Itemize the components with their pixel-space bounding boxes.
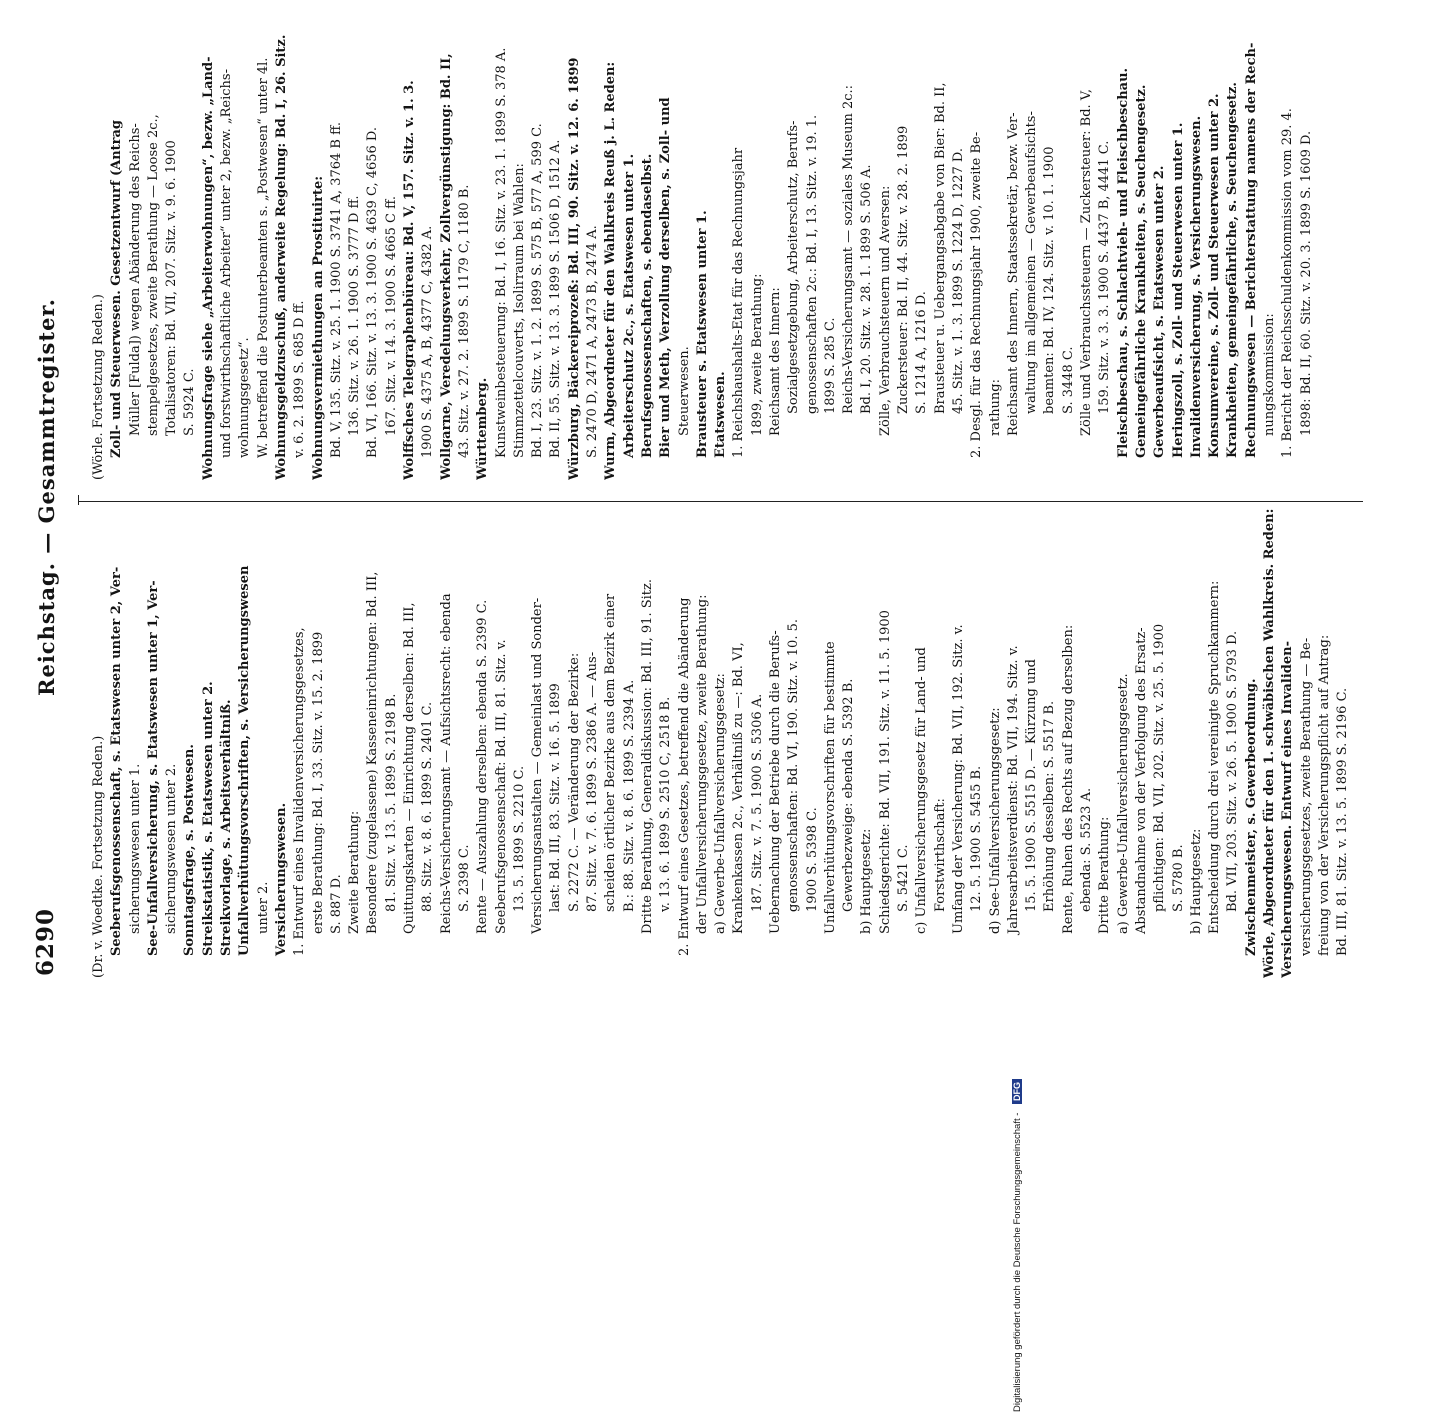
index-line: Schiedsgerichte: Bd. VII, 191. Sitz. v. 11. 5. 1900 <box>877 610 893 934</box>
index-line: Arbeiterschutz 2c., s. Etatswesen unter 1. <box>621 153 637 458</box>
index-line: Bd. V, 135. Sitz. v. 25. 1. 1900 S. 3741 A, 3764 B ff. <box>328 121 344 458</box>
index-line: 81. Sitz. v. 13. 5. 1899 S. 2198 B. <box>383 693 399 912</box>
index-line: Bd. II, 55. Sitz. v. 13. 3. 1899 S. 1506 D, 1512 A. <box>548 139 564 458</box>
index-line: Entscheidung durch drei vereinigte Spruchkammern: <box>1207 580 1223 934</box>
index-line: Rente — Auszahlung derselben: ebenda S. 2399 C. <box>475 599 491 934</box>
index-line: a) Gewerbe-Unfallversicherungsgesetz. <box>1115 673 1131 934</box>
index-line: ebenda: S. 5523 A. <box>1079 787 1095 912</box>
index-line: Uebernachung der Betriebe durch die Berufs- <box>767 630 783 934</box>
index-line: Bier und Meth, Verzollung derselben, s. Zoll- und <box>658 97 674 458</box>
index-line: Rente, Ruhen des Rechts auf Bezug derselben: <box>1060 624 1076 934</box>
index-line: Umfang der Versicherung: Bd. VII, 192. Sitz. v. <box>950 624 966 934</box>
index-line: b) Hauptgesetz: <box>859 828 875 934</box>
index-line: Gemeingefährliche Krankheiten, s. Seuchengesetz. <box>1133 84 1149 458</box>
index-line: Versicherungsanstalten — Gemeinlast und Sonder- <box>530 597 546 934</box>
index-line: Zoll- und Steuerwesen. Gesetzentwurf (Antrag <box>109 119 125 458</box>
index-line: sicherungswesen unter 2. <box>164 763 180 934</box>
index-line: 43. Sitz. v. 27. 2. 1899 S. 1179 C, 1180 B. <box>456 184 472 458</box>
index-line: Reichsamt des Innern: <box>767 287 783 436</box>
index-line: 1900 S. 4375 A, B, 4377 C, 4382 A. <box>420 225 436 458</box>
index-line: Unfallverhütungsvorschriften für bestimmte <box>822 641 838 934</box>
index-line: Fleischbeschau, s. Schlachtvieh- und Fleischbeschau. <box>1115 67 1131 458</box>
index-line: erste Berathung: Bd. I, 33. Sitz. v. 15. 2. 1899 <box>310 631 326 934</box>
index-line: Wohnungsfrage siehe „Arbeiterwohnungen“, bezw. „Land- <box>200 56 216 480</box>
index-line: See-Unfallversicherung, s. Etatswesen unter 1, Ver- <box>145 580 161 956</box>
index-line: versicherungsgesetzes, zweite Berathung — Be- <box>1298 637 1314 956</box>
index-line: 159. Sitz. v. 3. 3. 1900 S. 4437 B, 4441 C. <box>1097 140 1113 414</box>
index-line: 2. Desgl. für das Rechnungsjahr 1900, zweite Be- <box>969 131 985 458</box>
index-line: stempelgesetzes, zweite Berathung — Loose 2c., <box>145 114 161 436</box>
index-line: Wohnungsvermiethungen an Prostituirte: <box>310 175 326 480</box>
index-line: a) Gewerbe-Unfallversicherungsgesetz: <box>713 673 729 934</box>
index-line: 45. Sitz. v. 1. 3. 1899 S. 1224 D, 1227 D. <box>950 147 966 414</box>
index-line: Würzburg, Bäckereiprozeß: Bd. III, 90. Sitz. v. 12. 6. 1899 <box>566 57 582 480</box>
index-line: v. 13. 6. 1899 S. 2510 C, 2518 B. <box>658 696 674 912</box>
index-line: 1900 S. 5398 C. <box>804 807 820 912</box>
index-line: 12. 5. 1900 S. 5455 B. <box>969 765 985 912</box>
index-line: rathung: <box>987 378 1003 436</box>
index-line: S. 5924 C. <box>182 368 198 436</box>
index-line: 13. 5. 1899 S. 2210 C. <box>511 765 527 912</box>
index-line: 1898: Bd. II, 60. Sitz. v. 20. 3. 1899 S. 1609 D. <box>1298 130 1314 436</box>
index-line: Erhöhung desselben: S. 5517 B. <box>1042 700 1058 912</box>
index-line: Seeberufsgenossenschaft, s. Etatswesen unter 2, Ver- <box>109 566 125 956</box>
index-line: sicherungswesen unter 1. <box>127 763 143 934</box>
index-line: Stimmzettelcouverts, Isolirraum bei Wahlen: <box>511 163 527 458</box>
index-line: c) Unfallversicherungsgesetz für Land- und <box>914 647 930 934</box>
index-line: S. 887 D. <box>328 874 344 934</box>
page-number: 6290 <box>32 907 59 976</box>
index-line: freiung von der Versicherungspflicht auf Antrag: <box>1316 634 1332 956</box>
index-line: Württemberg. <box>475 377 491 480</box>
index-line: Brausteuer s. Etatswesen unter 1. <box>694 210 710 458</box>
index-line: S. 2398 C. <box>456 844 472 912</box>
index-line: Bd. III, 81. Sitz. v. 13. 5. 1899 S. 2196 C. <box>1335 687 1351 956</box>
index-line: 136. Sitz. v. 26. 1. 1900 S. 3777 D ff. <box>347 195 363 436</box>
index-line: Versicherungswesen. <box>273 802 289 956</box>
index-line: (Dr. v. Woedtke. Fortsetzung Reden.) <box>91 735 106 978</box>
index-line: Wohnungsgeldzuschuß, anderweite Regelung: Bd. I, 26. Sitz. <box>273 34 289 480</box>
index-line: Sozialgesetzgebung, Arbeiterschutz, Berufs- <box>786 120 802 414</box>
index-line: 88. Sitz. v. 8. 6. 1899 S. 2401 C. <box>420 701 436 912</box>
index-line: 15. 5. 1900 S. 5515 D. — Kürzung und <box>1024 659 1040 912</box>
index-line: 1. Entwurf eines Invalidenversicherungsgesetzes, <box>292 627 308 956</box>
index-line: Kunstweinbesteuerung: Bd. I, 16. Sitz. v. 23. 1. 1899 S. 378 A. <box>493 47 509 458</box>
index-line: Heringszoll, s. Zoll- und Steuerwesen unter 1. <box>1170 122 1186 458</box>
index-line: Zölle, Verbrauchsteuern und Aversen: <box>877 185 893 436</box>
index-line: B.: 88. Sitz. v. 8. 6. 1899 S. 2394 A. <box>621 679 637 912</box>
dfg-logo: DFG <box>1012 1079 1022 1104</box>
index-line: Unfallverhütungsvorschriften, s. Versicherungswesen <box>237 565 253 956</box>
index-line: Zölle und Verbrauchssteuern — Zuckersteuer: Bd. V, <box>1079 88 1095 436</box>
column-divider <box>78 501 1363 502</box>
index-line: 1. Reichshaushalts-Etat für das Rechnungsjahr <box>731 147 747 458</box>
index-line: S. 2470 D, 2471 A, 2473 B, 2474 A. <box>585 225 601 458</box>
index-line: Jahresarbeitsverdienst: Bd. VII, 194. Sitz. v. <box>1005 645 1021 934</box>
index-line: und forstwirthschaftliche Arbeiter“ unter 2, bezw. „Reichs- <box>219 69 235 458</box>
index-line: Reichs-Versicherungsamt — soziales Museum 2c.: <box>841 84 857 414</box>
index-line: Seeberufsgenossenschaft: Bd. III, 81. Sitz. v. <box>493 639 509 934</box>
index-line: Reichs-Versicherungsamt — Aufsichtsrecht: ebenda <box>438 593 454 934</box>
index-line: W. betreffend die Postunterbeamten s. „Postwesen“ unter 4l. <box>255 57 271 458</box>
index-line: Bd. VII, 203. Sitz. v. 26. 5. 1900 S. 5793 D. <box>1225 630 1241 912</box>
index-line: der Unfallversicherungsgesetze, zweite Berathung: <box>694 594 710 934</box>
index-line: Sonntagsfrage, s. Postwesen. <box>182 744 198 956</box>
digitization-credit <box>1012 412 1028 1412</box>
index-line: last: Bd. III, 83. Sitz. v. 16. 5. 1899 <box>548 683 564 912</box>
index-line: (Wörle. Fortsetzung Reden.) <box>91 294 106 480</box>
digitization-credit-text: Digitalisierung gefördert durch die Deutsche Forschungsgemeinschaft - <box>1012 1112 1023 1412</box>
index-line: d) See-Unfallversicherungsgesetz: <box>987 707 1003 934</box>
index-line: nungskommission: <box>1262 313 1277 436</box>
column-rule-top <box>78 495 79 505</box>
index-line: b) Hauptgesetz: <box>1188 828 1204 934</box>
index-line: Rechnungswesen — Berichterstattung namens der Rech- <box>1243 42 1259 458</box>
index-line: 1899 S. 285 C. <box>822 317 838 414</box>
index-line: Berufsgenossenschaften, s. ebendaselbst. <box>639 153 655 458</box>
index-line: S. 5780 B. <box>1170 844 1186 912</box>
index-line: Dritte Berathung: <box>1097 816 1113 934</box>
index-line: Quittungskarten — Einrichtung derselben: Bd. III, <box>402 602 418 934</box>
index-line: v. 6. 2. 1899 S. 685 D ff. <box>292 300 308 458</box>
index-line: S. 2272 C. — Veränderung der Bezirke: <box>566 652 582 912</box>
index-line: Wollgarne, Veredelungsverkehr, Zollvergünstigung: Bd. II, <box>438 53 454 480</box>
index-line: Krankenkassen 2c., Verhältniß zu —: Bd. VI, <box>731 642 747 934</box>
index-line: 2. Entwurf eines Gesetzes, betreffend die Abänderung <box>676 597 692 956</box>
index-line: scheiden örtlicher Bezirke aus dem Bezirk einer <box>603 593 619 912</box>
index-line: pflichtigen: Bd. VII, 202. Sitz. v. 25. 5. 1900 <box>1152 623 1168 912</box>
index-line: waltung im allgemeinen — Gewerbeaufsichts- <box>1024 111 1040 414</box>
index-line: Bd. VI, 166. Sitz. v. 13. 3. 1900 S. 4639 C, 4656 D. <box>365 126 381 458</box>
index-line: Wurm, Abgeordneter für den Wahlkreis Reuß j. L. Reden: <box>603 61 619 480</box>
index-line: Totalisatoren: Bd. VII, 207. Sitz. v. 9. 6. 1900 <box>164 140 180 436</box>
index-line: Versicherungswesen. Entwurf eines Invaliden- <box>1280 641 1296 978</box>
index-line: Invalidenversicherung, s. Versicherungswesen. <box>1188 115 1204 458</box>
index-line: S. 5421 C. <box>896 844 912 912</box>
index-line: 87. Sitz. v. 7. 6. 1899 S. 2386 A. — Aus- <box>585 651 601 912</box>
index-line: Abstandnahme von der Verfolgung des Ersatz- <box>1133 627 1149 934</box>
right-column <box>90 10 1375 480</box>
index-line: 167. Sitz. v. 14. 3. 1900 S. 4665 C ff. <box>383 195 399 436</box>
index-line: Besondere (zugelassene) Kasseneinrichtungen: Bd. III, <box>365 571 381 934</box>
index-line: 1. Bericht der Reichsschuldenkommission vom 29. 4. <box>1280 108 1296 458</box>
index-line: unter 2. <box>255 881 271 934</box>
index-line: 187. Sitz. v. 7. 5. 1900 S. 5306 A. <box>749 693 765 912</box>
index-line: Konsumvereine, s. Zoll- und Steuerwesen unter 2. <box>1207 93 1223 458</box>
index-line: Brausteuer u. Uebergangsabgabe von Bier: Bd. II, <box>932 82 948 414</box>
index-line: Müller [Fulda]) wegen Abänderung des Reichs- <box>127 123 143 436</box>
index-line: wohnungsgesetz“. <box>237 337 253 458</box>
running-head <box>26 26 66 986</box>
index-line: beamten: Bd. IV, 124. Sitz. v. 10. 1. 1900 <box>1042 146 1058 414</box>
index-line: Dritte Berathung, Generaldiskussion: Bd. III, 91. Sitz. <box>639 579 655 934</box>
index-line: Bd. I, 23. Sitz. v. 1. 2. 1899 S. 575 B, 577 A, 599 C. <box>530 123 546 458</box>
index-line: genossenschaften: Bd. VI, 190. Sitz. v. 10. 5. <box>786 619 802 912</box>
index-line: Streikvorlage, s. Arbeitsverhältniß. <box>219 699 235 956</box>
index-line: Wolffsches Telegraphenbüreau: Bd. V, 157. Sitz. v. 1. 3. <box>402 80 418 480</box>
index-line: Zweite Berathung: <box>347 810 363 934</box>
index-line: Forstwirthschaft: <box>932 798 948 912</box>
index-line: genossenschaften 2c.: Bd. I, 13. Sitz. v. 19. 1. <box>804 114 820 414</box>
index-line: Zwischenmeister, s. Gewerbeordnung. <box>1243 678 1259 956</box>
index-line: 1899, zweite Berathung: <box>749 273 765 436</box>
index-line: Bd. I, 20. Sitz. v. 28. 1. 1899 S. 506 A. <box>859 164 875 414</box>
index-line: Etatswesen. <box>713 371 729 458</box>
index-line: Gewerbezweige: ebenda S. 5392 B. <box>841 678 857 912</box>
index-line: Reichsamt des Innern, Staatssekretär, bezw. Ver- <box>1005 112 1021 436</box>
index-line: S. 1214 A, 1216 D. <box>914 291 930 414</box>
index-line: S. 3448 C. <box>1060 346 1076 414</box>
left-column <box>90 508 1375 978</box>
index-line: Wörle, Abgeordneter für den 1. schwäbischen Wahlkreis. Reden: <box>1262 508 1277 978</box>
index-line: Steuerwesen. <box>676 346 692 436</box>
index-line: Gewerbeaufsicht, s. Etatswesen unter 2. <box>1152 165 1168 458</box>
index-line: Krankheiten, gemeingefährliche, s. Seuchengesetz. <box>1225 82 1241 458</box>
index-line: Zuckersteuer: Bd. II, 44. Sitz. v. 28. 2. 1899 <box>896 125 912 414</box>
page-title: Reichstag. — Gesammtregister. <box>34 298 59 696</box>
index-line: Streikstatistik, s. Etatswesen unter 2. <box>200 681 216 956</box>
